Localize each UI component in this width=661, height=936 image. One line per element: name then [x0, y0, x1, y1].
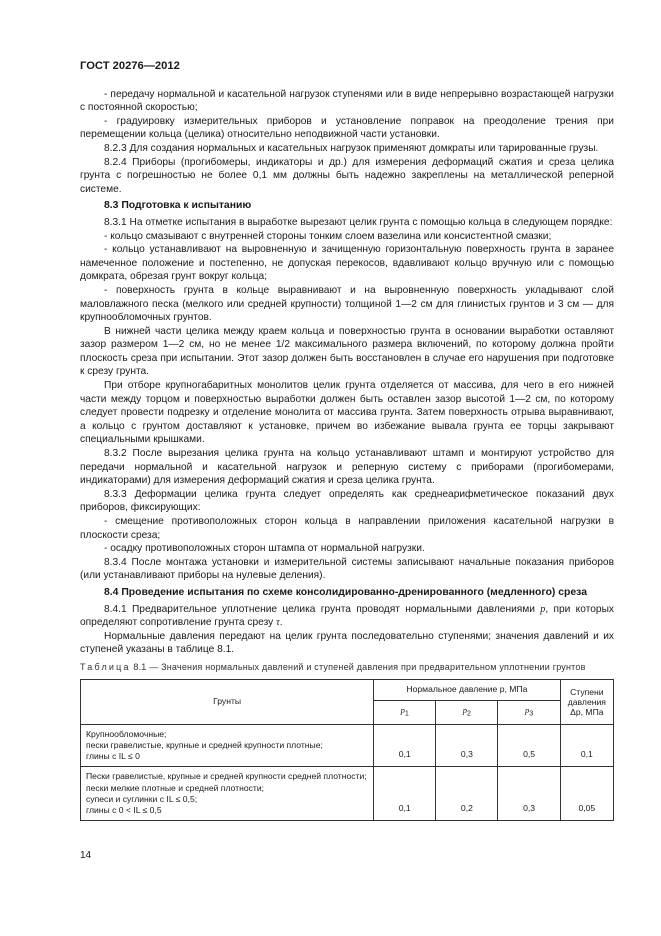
- symbol-p: p: [462, 704, 468, 715]
- paragraph: - кольцо смазывают с внутренней стороны тонким слоем вазелина или консистентной смазки;: [104, 230, 552, 242]
- symbol-p: p: [540, 603, 546, 615]
- p2-cell: 0,3: [436, 724, 498, 767]
- soil-line: глины с 0 < IL ≤ 0,5: [86, 805, 162, 816]
- paragraph-text: , при которых определяют сопротивление грунта срезу: [80, 603, 614, 629]
- soil-line: пески гравелистые, крупные и средней крупности плотные;: [86, 740, 323, 751]
- col-p2-header: [436, 700, 498, 724]
- soil-line: пески мелкие плотные и средней плотности;: [86, 782, 265, 793]
- paragraph: 8.2.4 Приборы (прогибомеры, индикаторы и др.) для измерения деформаций сжатия и среза целика грунта с погрешностью не более 0,1 мм должны быть надежно закреплены на металлической реперной системе.: [80, 156, 614, 195]
- p1-cell: 0,1: [374, 724, 436, 767]
- document-page: [80, 60, 614, 821]
- paragraph: При отборе крупногабаритных монолитов целик грунта отделяется от массива, для чего в его нижней части между торцом и поверхностью выработки должен быть оставлен зазор высотой 1—2 см, по которому следует провести подрезку и отделение монолита от массива грунта. Затем поверхность отрыва выравнивают, а кольцо с грунтом доставляют к установке, причем во избежание вывала грунта ее торцы закрывают специальными крышками.: [80, 380, 614, 446]
- symbol-p: p: [400, 704, 405, 715]
- section-heading-text: 8.4 Проведение испытания по схеме консолидированно-дренированного (медленного) среза: [104, 586, 587, 598]
- paragraph: - осадку противоположных сторон штампа от нормальной нагрузки.: [104, 543, 425, 555]
- paragraph-text: 8.4.1 Предварительное уплотнение целика грунта проводят нормальными давлениями: [104, 603, 541, 615]
- table-header-row: [81, 679, 614, 700]
- page-number: 14: [80, 850, 92, 861]
- subscript: 3: [529, 709, 534, 718]
- pressure-table: [80, 679, 614, 821]
- paragraph: 8.3.3 Деформации целика грунта следует определять как среднеарифметическое показаний двух приборов, фиксирующих:: [80, 488, 614, 514]
- paragraph: 8.3.1 На отметке испытания в выработке вырезают целик грунта с помощью кольца в следующем порядке:: [104, 216, 613, 228]
- col-normal-header: Нормальное давление p, МПа: [374, 679, 561, 700]
- table-row: [81, 724, 614, 767]
- subscript: 2: [467, 709, 472, 718]
- paragraph: [80, 603, 614, 630]
- col-p1-header: [374, 700, 436, 724]
- subscript: 1: [404, 709, 409, 718]
- p2-cell: 0,2: [436, 767, 498, 821]
- paragraph: 8.2.3 Для создания нормальных и касательных нагрузок применяют домкраты или тарированные грузы.: [104, 142, 599, 154]
- paragraph: - смещение противоположных сторон кольца в направлении приложения касательной нагрузки в плоскости среза;: [80, 516, 614, 541]
- document-header: ГОСТ 20276—2012: [80, 60, 180, 72]
- paragraph: Нормальные давления передают на целик грунта последовательно ступенями; значения давлений и их ступеней указаны в таблице 8.1.: [80, 630, 614, 656]
- symbol-tau: τ: [276, 617, 280, 629]
- paragraph: - поверхность грунта в кольце выравнивают и на выровненную поверхность укладывают слой маловлажного песка (мелкого или средней крупности) толщиной 1—2 см для глинистых грунтов и 3 см — для крупнообломочных грунтов.: [80, 284, 614, 324]
- section-heading: [80, 586, 614, 600]
- soil-line: Крупнообломочные;: [86, 728, 167, 739]
- col-p3-header: [498, 700, 560, 724]
- section-heading: 8.3 Подготовка к испытанию: [104, 200, 252, 212]
- soil-cell: [81, 724, 374, 767]
- paragraph-text: .: [279, 617, 283, 629]
- table-caption-label: Таблица: [80, 661, 131, 672]
- paragraph: - кольцо устанавливают на выровненную и зачищенную горизонтальную поверхность грунта в заранее намеченное положение и постепенно, не допуская перекосов, вдавливают кольцо вручную или с помощью домкрата, обрезая грунт вокруг кольца;: [80, 244, 614, 283]
- p3-cell: 0,5: [498, 724, 560, 767]
- dp-cell: 0,05: [560, 767, 613, 821]
- p3-cell: 0,3: [498, 767, 560, 821]
- paragraph: В нижней части целика между краем кольца и поверхностью грунта в основании выработки оставляют зазор размером 1—2 см, но не менее 1/2 максимального размера включений, по которому должна пройти плоскость среза при испытании. Этот зазор должен быть восстановлен в случае его нарушения при подготовке к срезу грунта.: [80, 325, 614, 378]
- paragraph: 8.3.2 После вырезания целика грунта на кольцо устанавливают штамп и монтируют устройство для передачи нормальной и касательной нагрузок и реперную систему с приборами (прогибомерами, индикаторами) для измерения деформаций сжатия и среза целика грунта.: [80, 448, 614, 487]
- soil-line: супеси и суглинки с IL ≤ 0,5;: [86, 793, 198, 804]
- table-caption: [80, 662, 614, 673]
- dp-cell: 0,1: [560, 724, 613, 767]
- col-step-header: Ступени давления Δp, МПа: [560, 679, 613, 724]
- soil-line: глины с IL ≤ 0: [86, 751, 140, 762]
- col-soil-header: Грунты: [81, 679, 374, 724]
- paragraph: - передачу нормальной и касательной нагрузок ступенями или в виде непрерывно возрастающей нагрузки с постоянной скоростью;: [80, 88, 614, 114]
- p1-cell: 0,1: [374, 767, 436, 821]
- paragraph: 8.3.4 После монтажа установки и измерительной системы записывают начальные показания приборов (или устанавливают приборы на нулевые деления).: [80, 556, 614, 582]
- symbol-p: p: [524, 704, 530, 715]
- table-row: [81, 767, 614, 821]
- soil-line: Пески гравелистые, крупные и средней крупности средней плотности;: [86, 771, 367, 782]
- soil-cell: [81, 767, 374, 821]
- table-caption-text: 8.1 — Значения нормальных давлений и ступеней давления при предварительном уплотнении грунтов: [130, 661, 586, 672]
- paragraph: - градуировку измерительных приборов и установление поправок на преодоление трения при перемещении кольца (целика) относительно неподвижной части установки.: [80, 115, 614, 141]
